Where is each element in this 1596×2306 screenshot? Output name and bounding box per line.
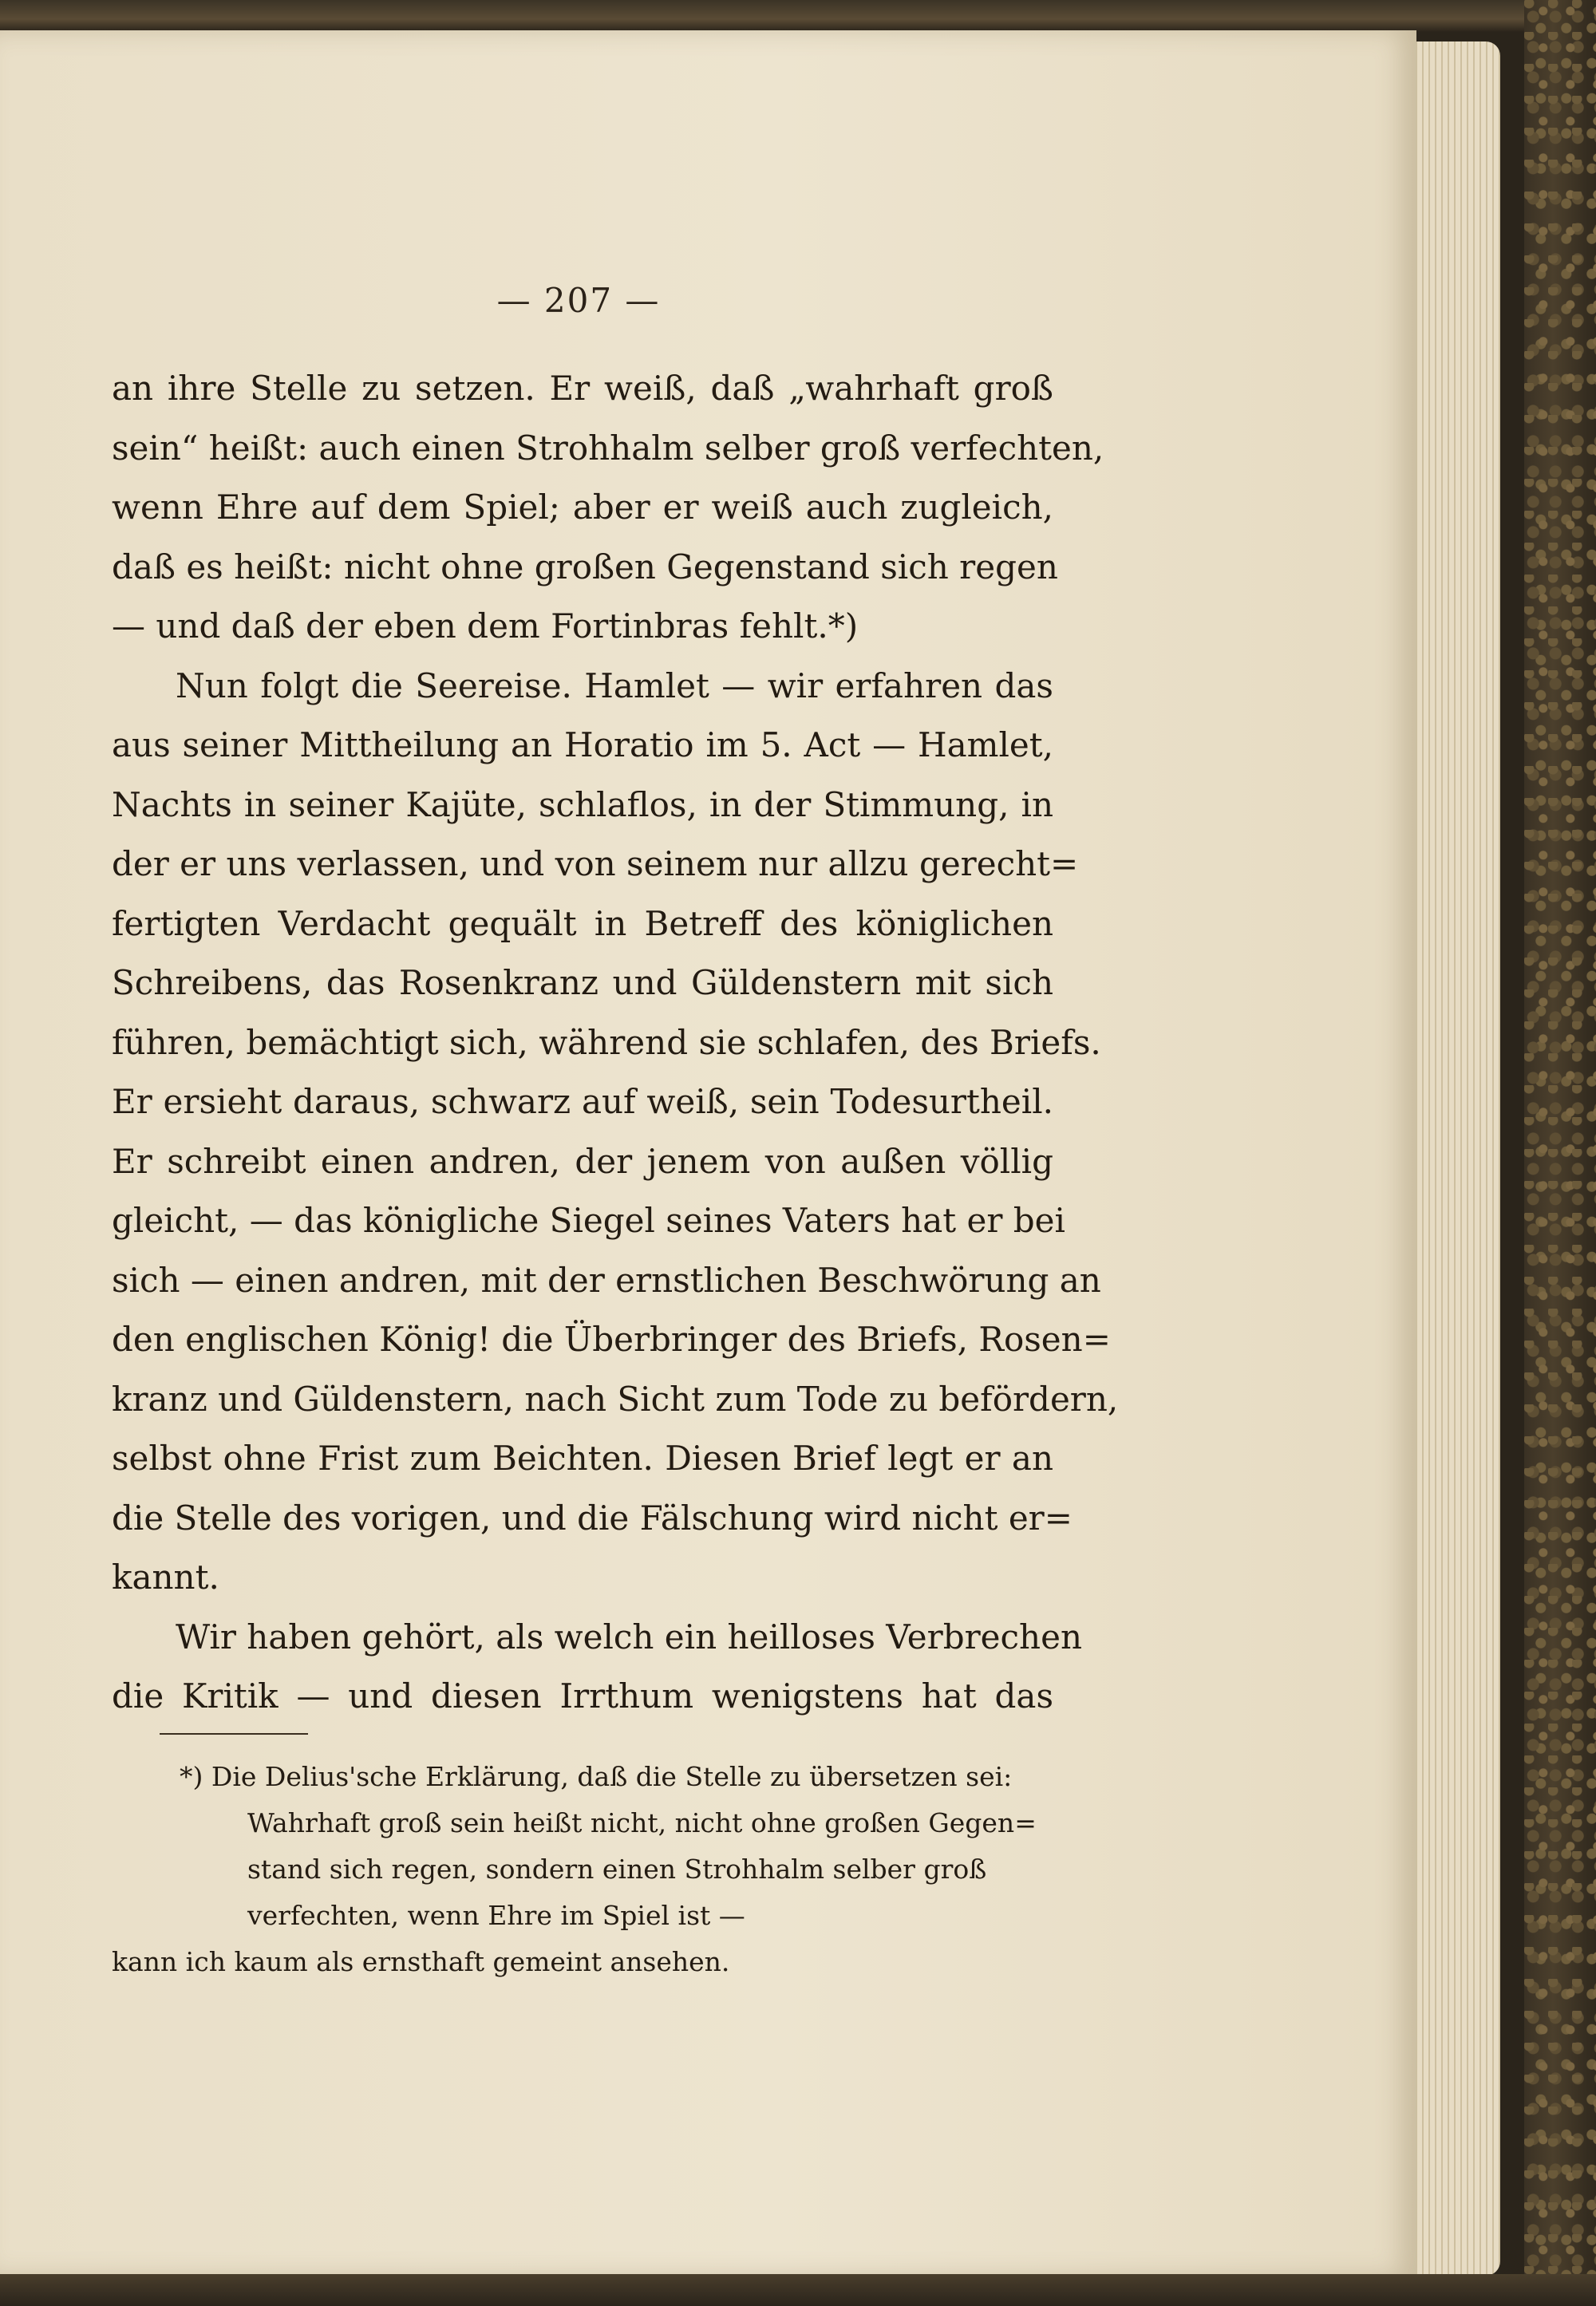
text-line: Nachts in seiner Kajüte, schlaflos, in der Stimmung, in — [112, 784, 1053, 824]
text-line: den englischen König! die Überbringer des Briefs, Rosen= — [112, 1320, 1111, 1359]
book-top-edge — [0, 0, 1596, 32]
text-line: Er ersieht daraus, schwarz auf weiß, sein Todesurtheil. — [112, 1082, 1053, 1121]
text-line: führen, bemächtigt sich, während sie schlafen, des Briefs. — [112, 1022, 1101, 1062]
footnote-line: verfechten, wenn Ehre im Spiel ist — — [247, 1900, 745, 1931]
text-line: die Stelle des vorigen, und die Fälschung wird nicht er= — [112, 1498, 1073, 1538]
text-line: Er schreibt einen andren, der jenem von außen völlig — [112, 1141, 1053, 1181]
text-line: fertigten Verdacht gequält in Betreff des königlichen — [112, 903, 1053, 943]
text-line: an ihre Stelle zu setzen. Er weiß, daß „wahrhaft groß — [112, 369, 1053, 408]
book-bottom-edge — [0, 2274, 1596, 2306]
text-line: kranz und Güldenstern, nach Sicht zum Tode zu befördern, — [112, 1379, 1119, 1419]
text-line: aus seiner Mittheilung an Horatio im 5. Act — Hamlet, — [112, 725, 1053, 764]
text-line: Wir haben gehört, als welch ein heilloses Verbrechen — [176, 1617, 1082, 1656]
footnote — [112, 1754, 1053, 1985]
text-line: gleicht, — das königliche Siegel seines Vaters hat er bei — [112, 1201, 1065, 1240]
text-line: — und daß der eben dem Fortinbras fehlt.*) — [112, 606, 859, 646]
text-line: Nun folgt die Seereise. Hamlet — wir erfahren das — [176, 665, 1053, 705]
text-line: daß es heißt: nicht ohne großen Gegenstand sich regen — [112, 547, 1058, 586]
text-line: Schreibens, das Rosenkranz und Güldenstern mit sich — [112, 963, 1053, 1002]
footnote-line: *) Die Delius'sche Erklärung, daß die Stelle zu übersetzen sei: — [180, 1761, 1013, 1792]
footnote-rule — [160, 1733, 308, 1735]
footnote-line: stand sich regen, sondern einen Strohhalm selber groß — [247, 1854, 987, 1885]
text-line: kannt. — [112, 1558, 219, 1597]
footnote-line: Wahrhaft groß sein heißt nicht, nicht ohne großen Gegen= — [247, 1807, 1037, 1838]
marbled-cover — [1524, 0, 1596, 2306]
page-number: — 207 — — [496, 281, 661, 320]
text-line: sein“ heißt: auch einen Strohhalm selber groß verfechten, — [112, 428, 1104, 468]
text-line: wenn Ehre auf dem Spiel; aber er weiß auch zugleich, — [112, 488, 1053, 527]
body-text — [112, 359, 1119, 1727]
page-edges — [1404, 41, 1500, 2276]
text-line: der er uns verlassen, und von seinem nur allzu gerecht= — [112, 844, 1079, 883]
text-line: sich — einen andren, mit der ernstlichen Beschwörung an — [112, 1260, 1101, 1300]
text-line: selbst ohne Frist zum Beichten. Diesen Brief legt er an — [112, 1439, 1053, 1478]
footnote-line: kann ich kaum als ernsthaft gemeint ansehen. — [112, 1946, 730, 1977]
text-line: die Kritik — und diesen Irrthum wenigstens hat das — [112, 1676, 1053, 1716]
